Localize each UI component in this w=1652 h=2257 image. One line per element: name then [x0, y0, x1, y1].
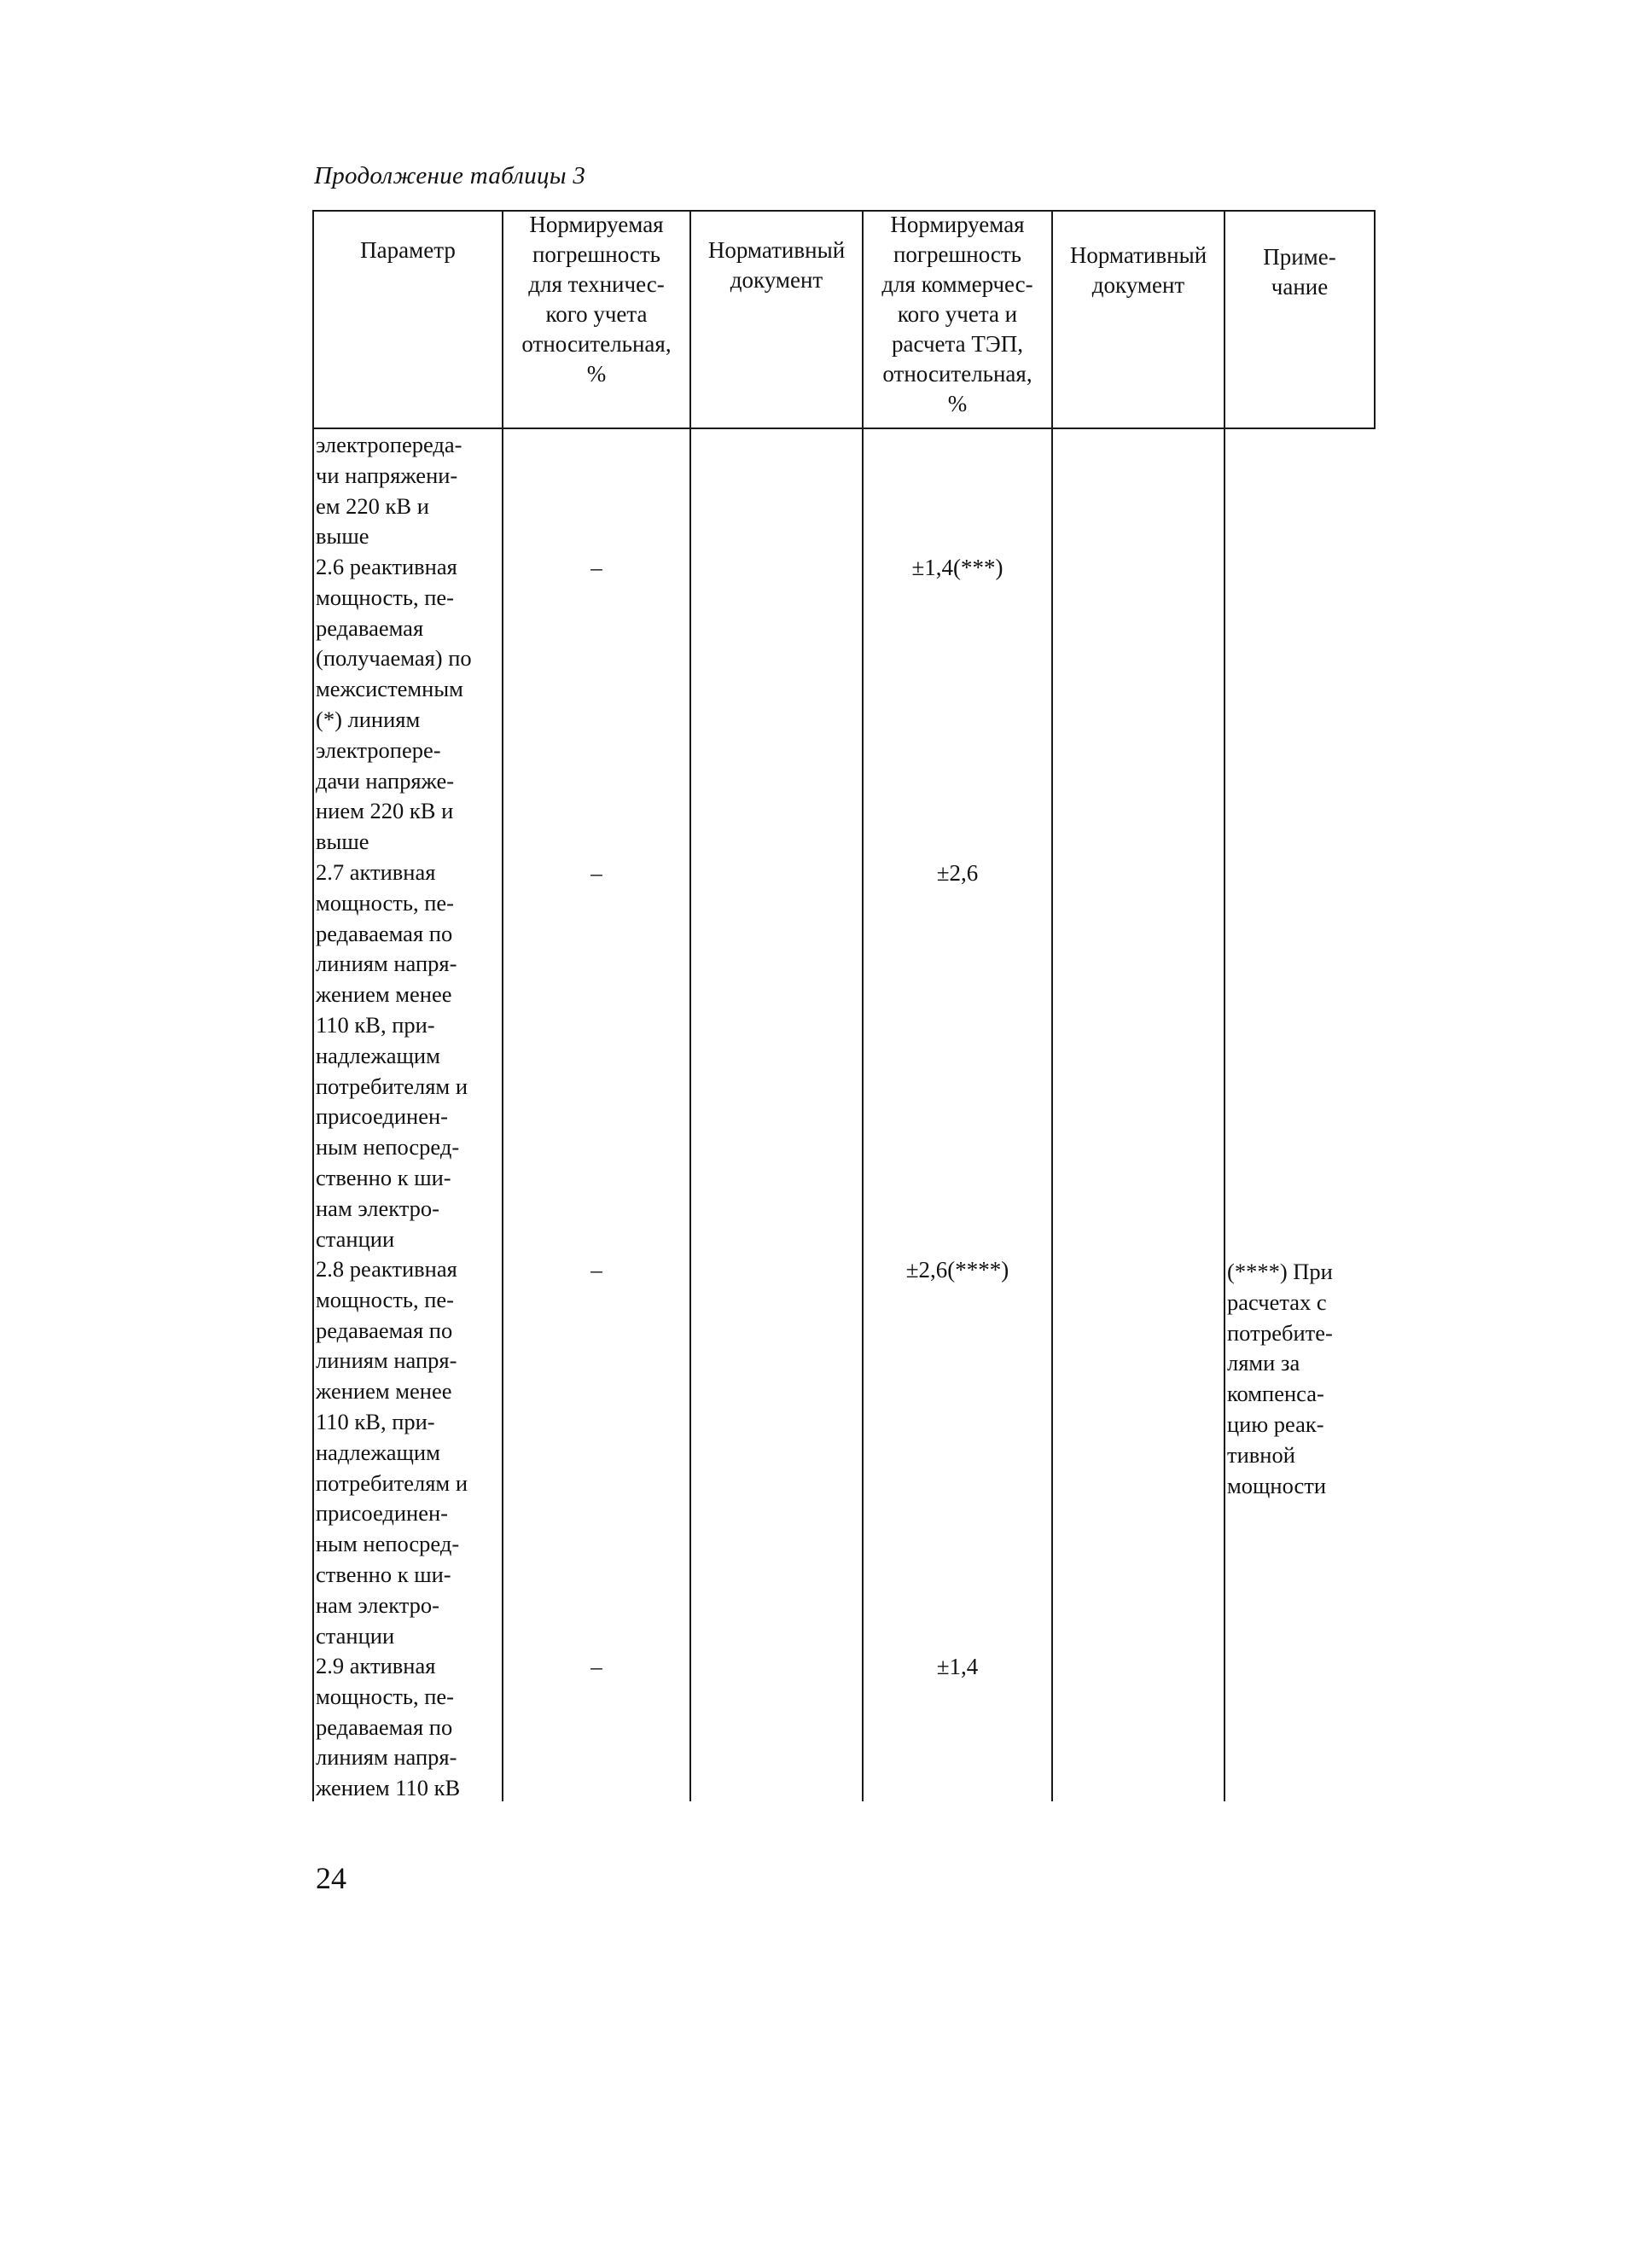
comm-error-value: ±1,4(***) — [911, 555, 1003, 580]
header-parameter — [314, 236, 502, 265]
comm-error-value: ±1,4 — [936, 1654, 979, 1679]
header-line: документ — [730, 267, 823, 293]
table-frame — [312, 210, 1376, 1801]
header-norm-doc-1 — [691, 236, 862, 295]
header-tech-error — [503, 210, 689, 389]
tech-error-value: – — [590, 1654, 602, 1679]
header-line: Приме- — [1263, 244, 1336, 270]
tech-error-value: – — [590, 860, 602, 886]
param-cell: 2.9 активная мощность, пе- редаваемая по линиям напря- жением 110 кВ — [316, 1653, 461, 1801]
header-line: относительная, — [882, 361, 1032, 387]
column-divider-1 — [502, 210, 503, 1801]
header-line: Параметр — [360, 237, 456, 263]
header-line: чание — [1271, 274, 1329, 300]
comm-error-value: ±2,6 — [936, 860, 979, 886]
header-line: для коммерчес- — [881, 271, 1033, 297]
column-divider-4 — [1051, 210, 1053, 1801]
header-note — [1225, 242, 1374, 302]
column-divider-left — [312, 210, 314, 1801]
header-bottom-border — [312, 428, 1376, 429]
header-line: % — [947, 391, 968, 416]
header-norm-doc-2 — [1053, 241, 1224, 300]
column-divider-3 — [862, 210, 864, 1801]
param-cell: 2.8 реактивная мощность, пе- редаваемая по линиям напря- жением менее 110 кВ, при- надлежащим потребителям и присоединен- ным непосред- ственно к ши- нам электро- станции — [316, 1256, 468, 1649]
comm-error-value: ±2,6(****) — [905, 1257, 1009, 1283]
header-line: документ — [1091, 272, 1185, 298]
column-divider-5 — [1224, 210, 1225, 1801]
header-line: % — [586, 361, 607, 387]
header-line: Нормативный — [1069, 242, 1207, 268]
header-line: Нормируемая — [529, 212, 664, 237]
header-line: для техничес- — [528, 271, 665, 297]
header-line: расчета ТЭП, — [892, 331, 1023, 357]
header-line: относительная, — [521, 331, 672, 357]
note-cell: (****) При расчетах с потребите- лями за компенса- цию реак- тивной мощности — [1227, 1259, 1333, 1498]
header-line: кого учета и — [897, 301, 1018, 327]
param-cell: 2.7 активная мощность, пе- редаваемая по линиям напря- жением менее 110 кВ, при- надлежащим потребителям и присоединен- ным непосред- ственно к ши- нам электро- станции — [316, 859, 468, 1252]
header-line: Нормируемая — [890, 212, 1025, 237]
tech-error-value: – — [590, 555, 602, 580]
header-comm-error — [864, 210, 1051, 419]
table-top-border — [312, 210, 1376, 212]
column-divider-right — [1374, 210, 1376, 428]
header-line: Нормативный — [707, 237, 846, 263]
header-line: погрешность — [893, 241, 1022, 267]
param-cell: 2.6 реактивная мощность, пе- редаваемая (получаемая) по межсистемным (*) линиям электропере- дачи напряже- нием 220 кВ и выше — [316, 554, 472, 855]
tech-error-value: – — [590, 1257, 602, 1283]
header-line: кого учета — [545, 301, 648, 327]
table-caption: Продолжение таблицы 3 — [314, 162, 586, 189]
page-number: 24 — [316, 1861, 346, 1895]
header-line: погрешность — [532, 241, 661, 267]
param-cell: электропереда- чи напряжени- ем 220 кВ и выше — [316, 432, 462, 550]
column-divider-2 — [689, 210, 691, 1801]
